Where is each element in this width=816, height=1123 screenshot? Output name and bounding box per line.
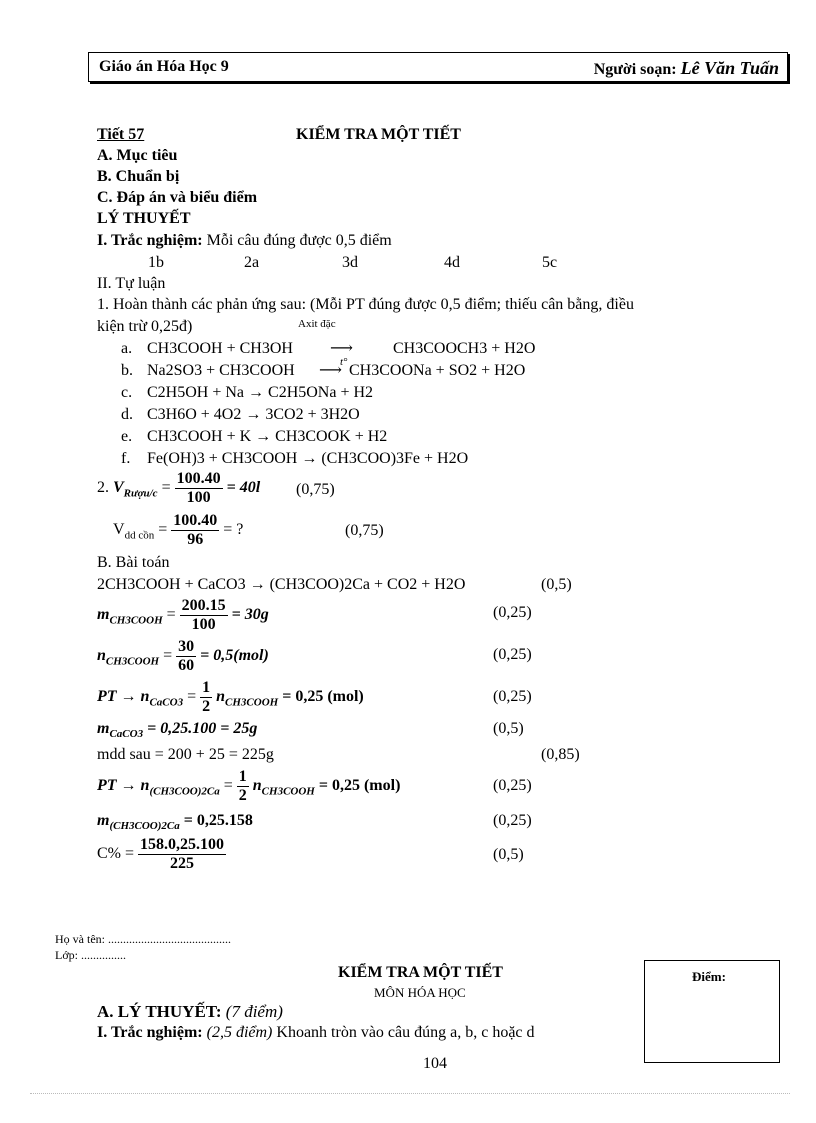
mcq-note: Mỗi câu đúng được 0,5 điểm [206,232,392,249]
calc-m-ch3cooh: $m_{CH3COOH}$ = $\frac{200.15}{100}$ = 30g [97,597,269,633]
q2-fraction-2 [171,512,219,549]
essay-q1-line1: 1. Hoàn thành các phản ứng sau: (Mỗi PT đúng được 0,5 điểm; thiếu cân bằng, điều [97,296,634,313]
q2-score-2: (0,75) [345,522,384,539]
calc-m2-result: = 0,25.100 = 25g [147,720,258,737]
test-theory-label: A. LÝ THUYẾT: [97,1002,222,1021]
test-subject: MÔN HÓA HỌC [374,985,466,1000]
test-mcq-points: (2,5 điểm) [206,1024,273,1041]
problem-equation: 2CH3COOH + CaCO3 → (CH3COO)2Ca + CO2 + H2O [97,576,466,593]
calc-m-caco3 [97,720,257,740]
calc-pt2-den: 2 [238,787,247,804]
mcq-answer-1: 1b [148,254,164,271]
calc-m3-sub: (CH3COO)2Ca [109,820,180,833]
calc-m3-result: = 0,25.158 [183,812,253,829]
reaction-e-label: e. [121,428,133,445]
student-class-field: Lớp: ............... [55,948,127,962]
calc-c-fraction [138,836,226,873]
essay-label: II. Tự luận [97,275,166,292]
theory-heading: LÝ THUYẾT [97,210,191,227]
calc-pt2-num: 1 [238,768,247,785]
calc-pt2-fraction [237,768,249,805]
calc-pt1-mid: n [216,688,226,706]
header-author-label: Người soạn: [593,61,677,78]
q2-v-symbol: V [113,479,124,497]
calc-mdd: mdd sau = 200 + 25 = 225g [97,746,274,763]
mcq-answer-2: 2a [244,254,260,271]
calc-n1-den: 60 [178,657,195,674]
reaction-b-rhs: CH3COONa + SO2 + H2O [349,362,526,379]
calc-pt2-pre: PT → n [97,777,150,795]
mcq-label: I. Trắc nghiệm: [97,232,203,249]
calc-n1-num: 30 [178,638,195,655]
calc-pt1-den: 2 [202,698,211,715]
student-name-field: Họ và tên: ......................................... [55,932,231,946]
essay-q1-line2: kiện trừ 0,25đ) [97,318,193,335]
score-label: Điểm: [692,969,726,984]
calc-n-ch3cooh: $n_{CH3COOH}$ = $\frac{30}{60}$ = 0,5(mol) [97,638,269,674]
section-a: A. Mục tiêu [97,147,178,164]
reaction-b-lhs: Na2SO3 + CH3COOH [147,362,295,379]
page-bottom-divider [30,1093,790,1094]
calc-pt1-fraction [200,679,212,716]
calc-m1-den: 100 [191,616,216,633]
lesson-number: Tiết 57 [97,126,145,143]
page-number: 104 [423,1055,447,1072]
calc-pt1-score: (0,25) [493,688,532,705]
calc-m3-score: (0,25) [493,812,532,829]
q2-fraction-1 [175,470,223,507]
reaction-c-label: c. [121,384,133,401]
reaction-f-label: f. [121,450,131,467]
calc-pt1-pre: PT → n [97,688,150,706]
mcq-answer-3: 3d [342,254,358,271]
calc-pt1-num: 1 [202,679,211,696]
reaction-d: C3H6O + 4O2 → 3CO2 + 3H2O [147,406,360,423]
reaction-c: C2H5OH + Na → C2H5ONa + H2 [147,384,374,401]
calc-n1-score: (0,25) [493,646,532,663]
calc-m2-score: (0,5) [493,720,524,737]
q2-num-1: 100.40 [176,470,221,487]
q2-line1: 2. $V_{Rượu/c}$ = $\frac{100.40}{100}$ = 40l [97,470,261,506]
calc-m2-sub: CaCO3 [109,728,144,741]
acid-note: Axit đặc [298,318,336,330]
reaction-b-label: b. [121,362,133,379]
calc-c-num: 158.0,25.100 [140,836,225,853]
q2-score-1: (0,75) [296,481,335,498]
calc-c-score: (0,5) [493,846,524,863]
mcq-line [97,232,392,250]
reaction-a-rhs: CH3COOCH3 + H2O [393,340,536,357]
calc-pt-caco3: PT → $n_{CaCO3}$ = $\frac{1}{2}$ $n_{CH3COOH} = 0,25$ (mol) [97,679,364,715]
test-theory-points: (7 điểm) [225,1002,283,1021]
calc-pt-salt: PT → $n_{(CH3COO)2Ca}$ = $\frac{1}{2}$ $n_{CH3COOH} = 0,25$ (mol) [97,768,401,804]
calc-m1-sub: CH3COOH [109,614,163,627]
reaction-a-lhs: CH3COOH + CH3OH [147,340,293,357]
calc-m1-num: 200.15 [181,597,226,614]
q2-den-1: 100 [186,489,211,506]
q2-result-2: = ? [223,521,244,539]
temp-note: t° [340,356,348,368]
problem-label: B. Bài toán [97,554,170,571]
q2-num-2: 100.40 [173,512,218,529]
q2-result-1: = 40l [226,479,261,497]
calc-pt2-sub: (CH3COO)2Ca [149,785,220,798]
author-signature: Lê Văn Tuấn [680,58,779,78]
mcq-answer-4: 4d [444,254,460,271]
reaction-b-arrow: ⟶ [319,362,342,379]
calc-n1-symbol: n [97,647,106,665]
calc-m1-symbol: m [97,606,110,624]
problem-equation-score: (0,5) [541,576,572,593]
calc-c-den: 225 [170,855,195,872]
test-mcq-instruction: Khoanh tròn vào câu đúng a, b, c hoặc d [276,1024,535,1041]
calc-pt2-mid-sub: CH3COOH [261,785,315,798]
calc-m1-fraction [180,597,228,634]
calc-mdd-score: (0,85) [541,746,580,763]
calc-pt1-mid-sub: CH3COOH [225,696,279,709]
calc-n1-fraction [176,638,196,675]
reaction-e: CH3COOH + K → CH3COOK + H2 [147,428,388,445]
reaction-f: Fe(OH)3 + CH3COOH → (CH3COO)3Fe + H2O [147,450,469,467]
reaction-a-arrow: ⟶ [330,340,353,357]
calc-percent [97,836,226,873]
section-c: C. Đáp án và biểu điểm [97,189,258,206]
calc-pt2-score: (0,25) [493,777,532,794]
calc-n1-result: = 0,5(mol) [200,647,269,665]
q2-vdd-sub: dd cồn [124,529,155,542]
q2-vdd-symbol: V [113,521,125,539]
calc-c-lhs: C% = [97,845,135,863]
q2-line2: $V_{dd cồn}$ = $\frac{100.40}{96}$ = ? [113,512,244,548]
calc-pt1-sub: CaCO3 [149,696,184,709]
q2-den-2: 96 [187,531,204,548]
calc-m-salt [97,812,253,832]
lesson-title: KIỂM TRA MỘT TIẾT [296,126,461,143]
calc-pt2-result: = 0,25 (mol) [318,777,401,795]
test-mcq-line [97,1024,535,1042]
calc-m1-score: (0,25) [493,604,532,621]
calc-m3-symbol: m [97,812,110,829]
calc-m2-symbol: m [97,720,110,737]
page-header [88,52,788,82]
header-right [594,58,779,79]
calc-pt2-mid: n [252,777,262,795]
q2-v-sub: Rượu/c [123,487,158,500]
reaction-d-label: d. [121,406,133,423]
test-title: KIỂM TRA MỘT TIẾT [338,964,503,981]
score-box [644,960,780,1063]
calc-n1-sub: CH3COOH [105,655,160,668]
calc-pt1-result: = 0,25 (mol) [282,688,364,706]
test-theory-line [97,1002,283,1022]
test-mcq-label: I. Trắc nghiệm: [97,1024,203,1041]
mcq-answer-5: 5c [542,254,558,271]
header-left: Giáo án Hóa Học 9 [99,58,229,75]
q2-label: 2. [97,479,109,497]
section-b: B. Chuẩn bị [97,168,180,185]
calc-m1-result: = 30g [231,606,269,624]
reaction-a-label: a. [121,340,133,357]
